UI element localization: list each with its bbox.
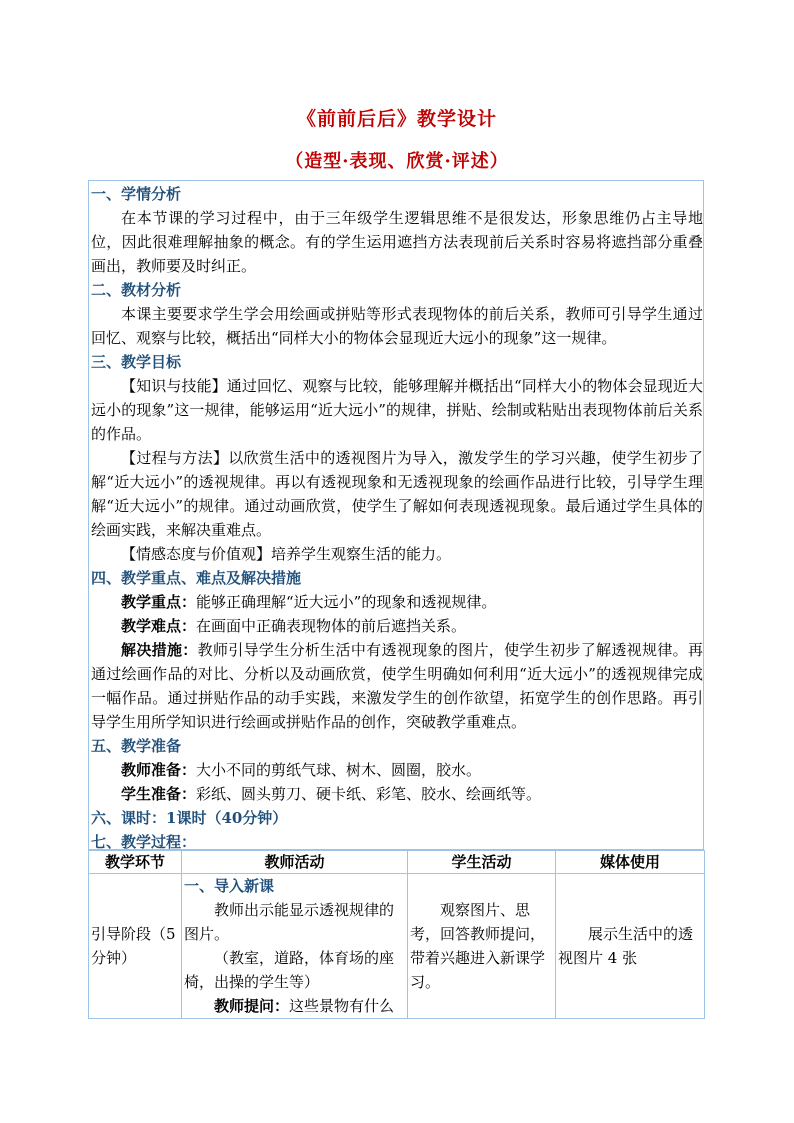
stage-cell: 引导阶段（5分钟） bbox=[89, 874, 182, 1019]
section-2-paragraph: 本课主要要求学生学会用绘画或拼贴等形式表现物体的前后关系，教师可引导学生通过回忆、观察与比较，概括出“同样大小的物体会显现近大远小的现象”这一规律。 bbox=[91, 305, 703, 347]
solution-text: 教师引导学生分析生活中有透视现象的图片，使学生初步了解透视规律。再通过绘画作品的对比、分析以及动画欣赏，使学生明确如何利用“近大远小”的透视规律完成一幅作品。通过拼贴作品的动手实践，来激发学生的创作欲望，拓宽学生的创作思路。再引导学生用所学知识进行绘画或拼贴作品的创作，突破教学重难点。 bbox=[91, 641, 703, 731]
header-teacher: 教师活动 bbox=[182, 851, 408, 874]
header-student: 学生活动 bbox=[408, 851, 556, 874]
section-heading-4: 四、教学重点、难点及解决措施 bbox=[91, 569, 302, 587]
key-point-label: 教学重点： bbox=[121, 593, 197, 611]
teacher-question-text: 这些景物有什么 bbox=[289, 997, 395, 1015]
objective-knowledge: 【知识与技能】通过回忆、观察与比较，能够理解并概括出“同样大小的物体会显现近大远小的现象”这一规律，能够运用“近大远小”的规律，拼贴、绘制或粘贴出表现物体前后关系的作品。 bbox=[91, 377, 703, 443]
media-cell: 展示生活中的透视图片 4 张 bbox=[556, 874, 705, 1019]
page-title: 《前前后后》教学设计 bbox=[296, 108, 497, 130]
section-heading-1: 一、学情分析 bbox=[91, 185, 182, 203]
student-prep-label: 学生准备： bbox=[121, 785, 197, 803]
section-1-paragraph: 在本节课的学习过程中，由于三年级学生逻辑思维不是很发达，形象思维仍占主导地位，因此很难理解抽象的概念。有的学生运用遮挡方法表现前后关系时容易将遮挡部分重叠画出，教师要及时纠正。 bbox=[91, 209, 703, 275]
student-prep bbox=[91, 782, 703, 806]
table-header-row bbox=[89, 851, 705, 874]
key-point bbox=[91, 590, 703, 614]
teacher-cell-question bbox=[184, 994, 405, 1018]
section-heading-2: 二、教材分析 bbox=[91, 281, 182, 299]
solution-label: 解决措施： bbox=[121, 641, 198, 659]
student-cell: 观察图片、思考，回答教师提问，带着兴趣进入新课学习。 bbox=[408, 874, 556, 1019]
teacher-prep-text: 大小不同的剪纸气球、树木、圆圈，胶水。 bbox=[196, 761, 482, 779]
difficult-point-label: 教学难点： bbox=[121, 617, 197, 635]
section-heading-3: 三、教学目标 bbox=[91, 353, 182, 371]
header-media: 媒体使用 bbox=[556, 851, 705, 874]
teacher-cell-p1: 教师出示能显示透视规律的图片。 bbox=[184, 901, 395, 943]
section-heading-6: 六、课时：1课时（40分钟） bbox=[91, 809, 288, 827]
objective-attitude: 【情感态度与价值观】培养学生观察生活的能力。 bbox=[121, 545, 452, 563]
section-heading-5: 五、教学准备 bbox=[91, 737, 182, 755]
difficult-point bbox=[91, 614, 703, 638]
difficult-point-text: 在画面中正确表现物体的前后遮挡关系。 bbox=[196, 617, 467, 635]
teacher-prep bbox=[91, 758, 703, 782]
teacher-cell bbox=[182, 874, 408, 1019]
process-table bbox=[88, 850, 705, 1019]
key-point-text: 能够正确理解“近大远小”的现象和透视规律。 bbox=[196, 593, 497, 611]
document-body bbox=[91, 182, 703, 854]
solution bbox=[91, 638, 703, 734]
header-stage: 教学环节 bbox=[89, 851, 182, 874]
page-subtitle: （造型·表现、欣赏·评述） bbox=[285, 151, 509, 172]
teacher-cell-p2: （教室，道路，体育场的座椅，出操的学生等） bbox=[184, 949, 395, 991]
teacher-cell-heading: 一、导入新课 bbox=[184, 877, 275, 895]
objective-process: 【过程与方法】以欣赏生活中的透视图片为导入，激发学生的学习兴趣，使学生初步了解“近大远小”的透视规律。再以有透视现象和无透视现象的绘画作品进行比较，引导学生理解“近大远小”的规律。通过动画欣赏，使学生了解如何表现透视现象。最后通过学生具体的绘画实践，来解决重难点。 bbox=[91, 449, 703, 539]
student-prep-text: 彩纸、圆头剪刀、硬卡纸、彩笔、胶水、绘画纸等。 bbox=[196, 785, 542, 803]
teacher-question-label: 教师提问： bbox=[214, 997, 290, 1015]
table-row bbox=[89, 874, 705, 1019]
section-heading-7: 七、教学过程： bbox=[91, 833, 197, 851]
teacher-prep-label: 教师准备： bbox=[121, 761, 197, 779]
